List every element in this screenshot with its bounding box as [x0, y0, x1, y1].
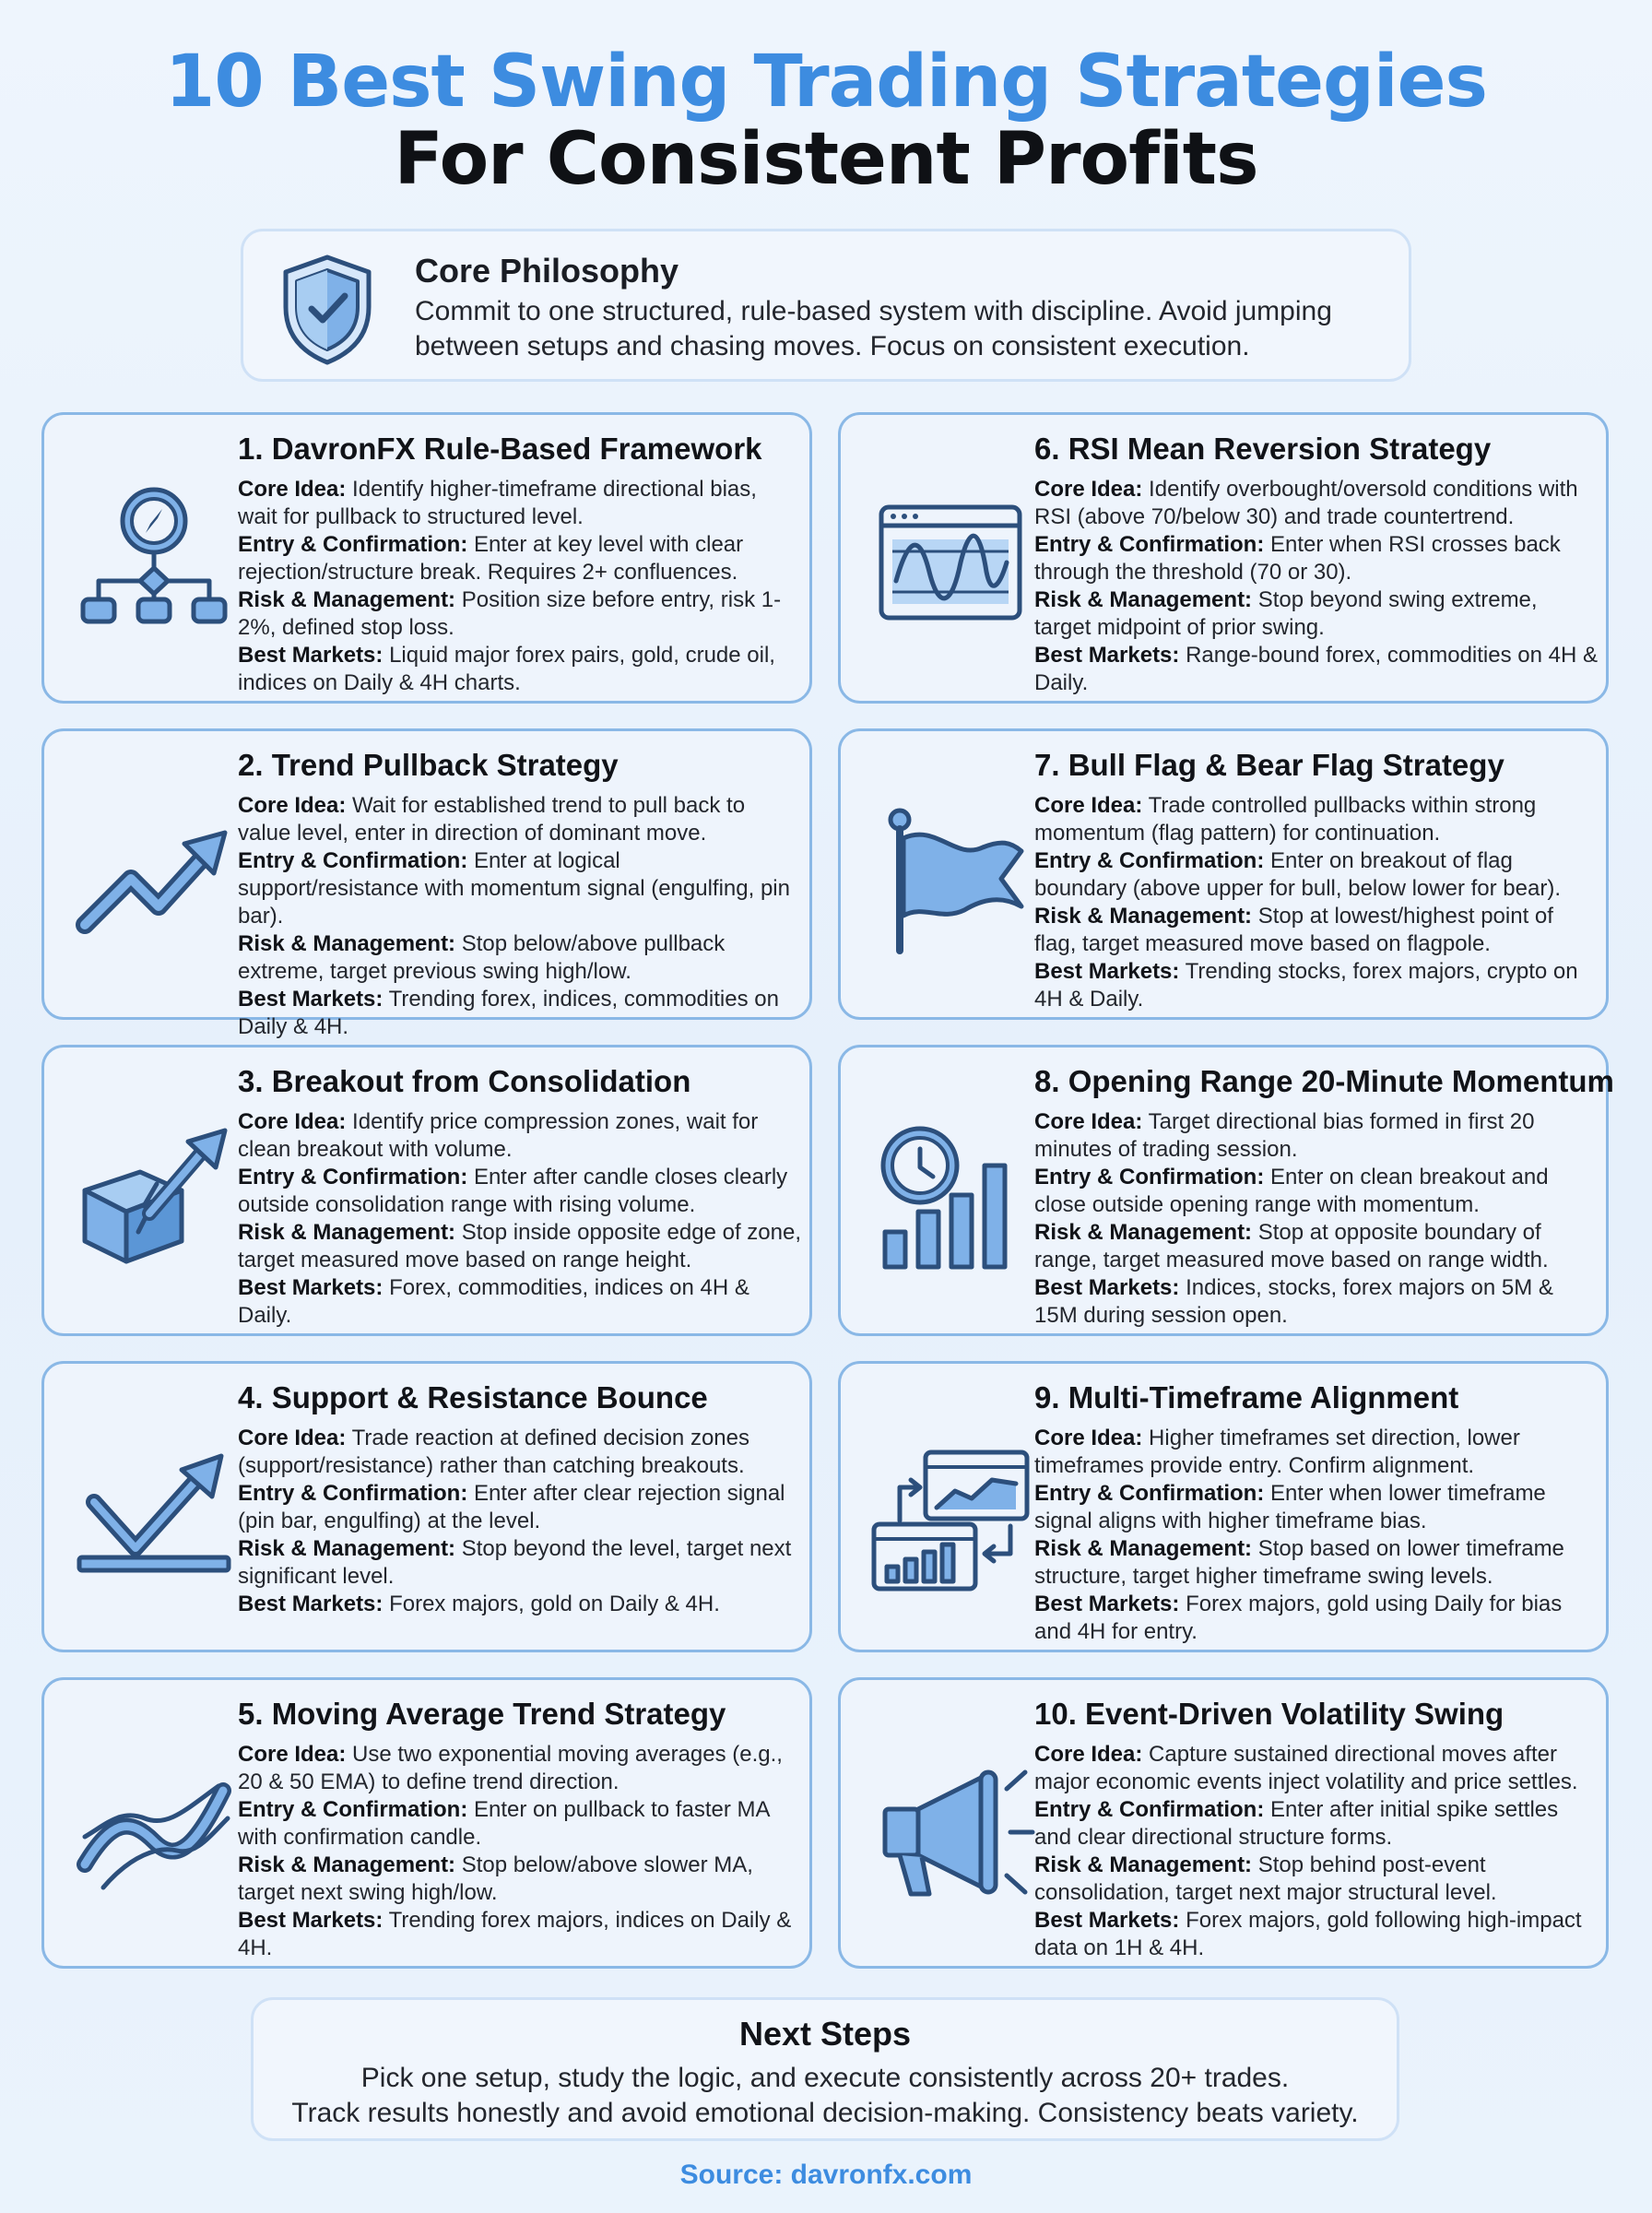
core-idea-text: Identify overbought/oversold conditions with RSI (above 70/below 30) and trade countertrend.: [1034, 477, 1578, 529]
risk-management-label: Risk & Management:: [1034, 1220, 1253, 1245]
strategy-card: [41, 1361, 812, 1652]
risk-management-text: Stop based on lower timeframe structure, target higher timeframe swing levels.: [1034, 1536, 1564, 1589]
strategy-body: [238, 1108, 802, 1330]
core-idea-label: Core Idea:: [1034, 477, 1143, 502]
entry-confirmation-row: [1034, 1164, 1599, 1219]
strategy-title: 9. Multi-Timeframe Alignment: [1034, 1380, 1459, 1414]
entry-confirmation-label: Entry & Confirmation:: [238, 848, 468, 873]
entry-confirmation-row: [238, 1796, 802, 1852]
core-philosophy-panel: [241, 229, 1411, 382]
best-markets-row: [1034, 958, 1599, 1013]
next-steps-panel: [251, 1997, 1399, 2141]
entry-confirmation-label: Entry & Confirmation:: [238, 532, 468, 557]
core-idea-row: [238, 1741, 802, 1796]
strategy-card: [41, 728, 812, 1039]
entry-confirmation-label: Entry & Confirmation:: [1034, 532, 1265, 557]
risk-management-row: [1034, 586, 1599, 642]
clock-bars-icon: [863, 1103, 1038, 1278]
risk-management-text: Stop below/above pullback extreme, target previous swing high/low.: [238, 931, 726, 984]
entry-confirmation-row: [238, 1164, 802, 1219]
core-idea-row: [1034, 1425, 1599, 1480]
strategy-card: [41, 1677, 812, 1969]
best-markets-row: [238, 642, 802, 697]
best-markets-label: Best Markets:: [1034, 1908, 1180, 1933]
risk-management-label: Risk & Management:: [1034, 904, 1253, 929]
best-markets-text: Forex majors, gold on Daily & 4H.: [389, 1592, 720, 1616]
entry-confirmation-label: Entry & Confirmation:: [1034, 1797, 1265, 1822]
best-markets-label: Best Markets:: [1034, 1592, 1180, 1616]
core-idea-label: Core Idea:: [238, 793, 347, 818]
strategy-body: [1034, 792, 1599, 1013]
risk-management-row: [238, 930, 802, 986]
entry-confirmation-text: Enter on clean breakout and close outside opening range with momentum.: [1034, 1165, 1549, 1217]
risk-management-row: [1034, 1852, 1599, 1907]
core-idea-text: Identify higher-timeframe directional bias, wait for pullback to structured level.: [238, 477, 757, 529]
core-idea-text: Identify price compression zones, wait for clean breakout with volume.: [238, 1109, 759, 1162]
best-markets-text: Forex majors, gold using Daily for bias and 4H for entry.: [1034, 1592, 1563, 1644]
risk-management-row: [1034, 1535, 1599, 1591]
strategy-body: [1034, 1108, 1599, 1330]
strategy-title: 4. Support & Resistance Bounce: [238, 1380, 708, 1414]
risk-management-label: Risk & Management:: [238, 931, 456, 956]
risk-management-row: [238, 1219, 802, 1274]
core-idea-row: [238, 1425, 802, 1480]
entry-confirmation-row: [238, 847, 802, 930]
risk-management-row: [238, 1535, 802, 1591]
risk-management-text: Stop inside opposite edge of zone, target measured move based on range height.: [238, 1220, 802, 1272]
best-markets-text: Trending stocks, forex majors, crypto on 4H & Daily.: [1034, 959, 1578, 1012]
strategy-card: [838, 728, 1609, 1020]
entry-confirmation-text: Enter after initial spike settles and clear directional structure forms.: [1034, 1797, 1559, 1850]
entry-confirmation-text: Enter when RSI crosses back through the threshold (70 or 30).: [1034, 532, 1561, 585]
best-markets-row: [238, 1907, 802, 1962]
risk-management-text: Stop beyond the level, target next significant level.: [238, 1536, 792, 1589]
page-title: 10 Best Swing Trading Strategies: [165, 41, 1487, 124]
best-markets-label: Best Markets:: [238, 1275, 384, 1300]
entry-confirmation-label: Entry & Confirmation:: [1034, 1165, 1265, 1189]
best-markets-text: Range-bound forex, commodities on 4H & Daily.: [1034, 643, 1598, 695]
entry-confirmation-text: Enter after clear rejection signal (pin bar, engulfing) at the level.: [238, 1481, 785, 1533]
best-markets-label: Best Markets:: [1034, 643, 1180, 668]
best-markets-row: [238, 1274, 802, 1330]
strategy-card: [838, 1361, 1609, 1652]
best-markets-row: [1034, 642, 1599, 697]
best-markets-label: Best Markets:: [1034, 959, 1180, 984]
strategy-title: 2. Trend Pullback Strategy: [238, 748, 619, 782]
page-subtitle: For Consistent Profits: [394, 118, 1258, 201]
strategy-card: [41, 1045, 812, 1336]
multi-window-chart-icon: [863, 1419, 1038, 1594]
risk-management-row: [238, 1852, 802, 1907]
shield-check-icon: [273, 252, 382, 368]
best-markets-row: [1034, 1591, 1599, 1646]
megaphone-icon: [863, 1735, 1038, 1911]
entry-confirmation-text: Enter when lower timeframe signal aligns with higher timeframe bias.: [1034, 1481, 1546, 1533]
core-idea-row: [1034, 476, 1599, 531]
best-markets-label: Best Markets:: [238, 1592, 384, 1616]
source-credit: Source: davronfx.com: [679, 2160, 973, 2190]
best-markets-label: Best Markets:: [238, 643, 384, 668]
core-idea-row: [238, 1108, 802, 1164]
best-markets-row: [238, 986, 802, 1041]
strategy-card: [838, 412, 1609, 704]
strategy-body: [1034, 476, 1599, 697]
best-markets-row: [238, 1591, 802, 1618]
strategy-body: [1034, 1741, 1599, 1962]
best-markets-label: Best Markets:: [1034, 1275, 1180, 1300]
strategy-title: 6. RSI Mean Reversion Strategy: [1034, 432, 1492, 466]
core-idea-row: [1034, 792, 1599, 847]
strategy-body: [238, 1425, 802, 1618]
entry-confirmation-text: Enter on pullback to faster MA with confirmation candle.: [238, 1797, 770, 1850]
strategy-body: [238, 792, 802, 1041]
core-idea-row: [238, 792, 802, 847]
trend-arrow-icon: [66, 787, 242, 962]
strategy-title: 1. DavronFX Rule-Based Framework: [238, 432, 762, 466]
best-markets-text: Liquid major forex pairs, gold, crude oil, indices on Daily & 4H charts.: [238, 643, 775, 695]
best-markets-text: Forex, commodities, indices on 4H & Daily.: [238, 1275, 749, 1328]
risk-management-text: Stop behind post-event consolidation, target next major structural level.: [1034, 1852, 1497, 1905]
entry-confirmation-row: [1034, 531, 1599, 586]
strategy-body: [238, 1741, 802, 1962]
core-idea-row: [238, 476, 802, 531]
entry-confirmation-text: Enter at logical support/resistance with momentum signal (engulfing, pin bar).: [238, 848, 790, 929]
entry-confirmation-label: Entry & Confirmation:: [1034, 1481, 1265, 1506]
next-steps-line-1: Pick one setup, study the logic, and execute consistently across 20+ trades.: [360, 2063, 1290, 2093]
core-idea-label: Core Idea:: [238, 477, 347, 502]
entry-confirmation-text: Enter at key level with clear rejection/structure break. Requires 2+ confluences.: [238, 532, 744, 585]
strategy-title: 8. Opening Range 20-Minute Momentum: [1034, 1064, 1614, 1098]
compass-flowchart-icon: [66, 470, 242, 645]
core-idea-text: Trade reaction at defined decision zones (support/resistance) rather than catching breakouts.: [238, 1426, 749, 1478]
strategy-body: [1034, 1425, 1599, 1646]
moving-average-lines-icon: [66, 1735, 242, 1911]
best-markets-text: Forex majors, gold following high-impact data on 1H & 4H.: [1034, 1908, 1582, 1960]
risk-management-text: Stop below/above slower MA, target next swing high/low.: [238, 1852, 753, 1905]
best-markets-text: Trending forex majors, indices on Daily & 4H.: [238, 1908, 792, 1960]
risk-management-text: Position size before entry, risk 1-2%, defined stop loss.: [238, 587, 782, 640]
rsi-window-icon: [863, 470, 1038, 645]
core-idea-text: Trade controlled pullbacks within strong momentum (flag pattern) for continuation.: [1034, 793, 1537, 846]
entry-confirmation-row: [1034, 847, 1599, 903]
entry-confirmation-row: [1034, 1796, 1599, 1852]
core-idea-label: Core Idea:: [1034, 1426, 1143, 1450]
best-markets-label: Best Markets:: [238, 987, 384, 1012]
core-idea-label: Core Idea:: [1034, 1109, 1143, 1134]
entry-confirmation-label: Entry & Confirmation:: [1034, 848, 1265, 873]
core-philosophy-title: Core Philosophy: [415, 252, 679, 290]
risk-management-label: Risk & Management:: [238, 1536, 456, 1561]
entry-confirmation-label: Entry & Confirmation:: [238, 1481, 468, 1506]
risk-management-label: Risk & Management:: [1034, 1536, 1253, 1561]
core-idea-text: Wait for established trend to pull back to value level, enter in direction of dominant move.: [238, 793, 746, 846]
bounce-arrow-icon: [66, 1419, 242, 1594]
strategy-title: 5. Moving Average Trend Strategy: [238, 1697, 726, 1731]
entry-confirmation-label: Entry & Confirmation:: [238, 1797, 468, 1822]
core-idea-row: [1034, 1108, 1599, 1164]
core-idea-text: Target directional bias formed in first 20 minutes of trading session.: [1034, 1109, 1535, 1162]
risk-management-row: [1034, 1219, 1599, 1274]
strategy-body: [238, 476, 802, 697]
next-steps-title: Next Steps: [738, 2015, 912, 2053]
entry-confirmation-text: Enter after candle closes clearly outside consolidation range with rising volume.: [238, 1165, 788, 1217]
core-idea-text: Higher timeframes set direction, lower timeframes provide entry. Confirm alignment.: [1034, 1426, 1520, 1478]
risk-management-label: Risk & Management:: [1034, 1852, 1253, 1877]
core-idea-label: Core Idea:: [238, 1426, 347, 1450]
risk-management-row: [238, 586, 802, 642]
best-markets-row: [1034, 1274, 1599, 1330]
risk-management-label: Risk & Management:: [1034, 587, 1253, 612]
strategy-card: [838, 1677, 1609, 1969]
core-idea-row: [1034, 1741, 1599, 1796]
core-idea-label: Core Idea:: [238, 1742, 347, 1767]
core-idea-label: Core Idea:: [1034, 793, 1143, 818]
strategy-title: 7. Bull Flag & Bear Flag Strategy: [1034, 748, 1504, 782]
core-idea-text: Capture sustained directional moves after major economic events inject volatility and price settles.: [1034, 1742, 1578, 1794]
core-idea-label: Core Idea:: [238, 1109, 347, 1134]
risk-management-label: Risk & Management:: [238, 1220, 456, 1245]
strategy-title: 10. Event-Driven Volatility Swing: [1034, 1697, 1504, 1731]
box-breakout-icon: [66, 1103, 242, 1278]
entry-confirmation-row: [238, 531, 802, 586]
risk-management-label: Risk & Management:: [238, 1852, 456, 1877]
best-markets-label: Best Markets:: [238, 1908, 384, 1933]
risk-management-text: Stop at lowest/highest point of flag, target measured move based on flagpole.: [1034, 904, 1553, 956]
core-idea-text: Use two exponential moving averages (e.g., 20 & 50 EMA) to define trend direction.: [238, 1742, 783, 1794]
flag-icon: [863, 787, 1038, 962]
core-philosophy-text: Commit to one structured, rule-based system with discipline. Avoid jumping between setups and chasing moves. Focus on consistent execution.: [415, 296, 1332, 361]
entry-confirmation-text: Enter on breakout of flag boundary (above upper for bull, below lower for bear).: [1034, 848, 1561, 901]
next-steps-line-2: Track results honestly and avoid emotional decision-making. Consistency beats variety.: [291, 2098, 1359, 2128]
risk-management-text: Stop at opposite boundary of range, target measured move based on range width.: [1034, 1220, 1549, 1272]
strategy-card: [41, 412, 812, 704]
entry-confirmation-row: [1034, 1480, 1599, 1535]
best-markets-row: [1034, 1907, 1599, 1962]
risk-management-text: Stop beyond swing extreme, target midpoint of prior swing.: [1034, 587, 1538, 640]
entry-confirmation-row: [238, 1480, 802, 1535]
risk-management-row: [1034, 903, 1599, 958]
best-markets-text: Indices, stocks, forex majors on 5M & 15M during session open.: [1034, 1275, 1553, 1328]
strategy-card: [838, 1045, 1614, 1336]
core-idea-label: Core Idea:: [1034, 1742, 1143, 1767]
best-markets-text: Trending forex, indices, commodities on Daily & 4H.: [238, 987, 779, 1039]
strategy-title: 3. Breakout from Consolidation: [238, 1064, 691, 1098]
entry-confirmation-label: Entry & Confirmation:: [238, 1165, 468, 1189]
risk-management-label: Risk & Management:: [238, 587, 456, 612]
